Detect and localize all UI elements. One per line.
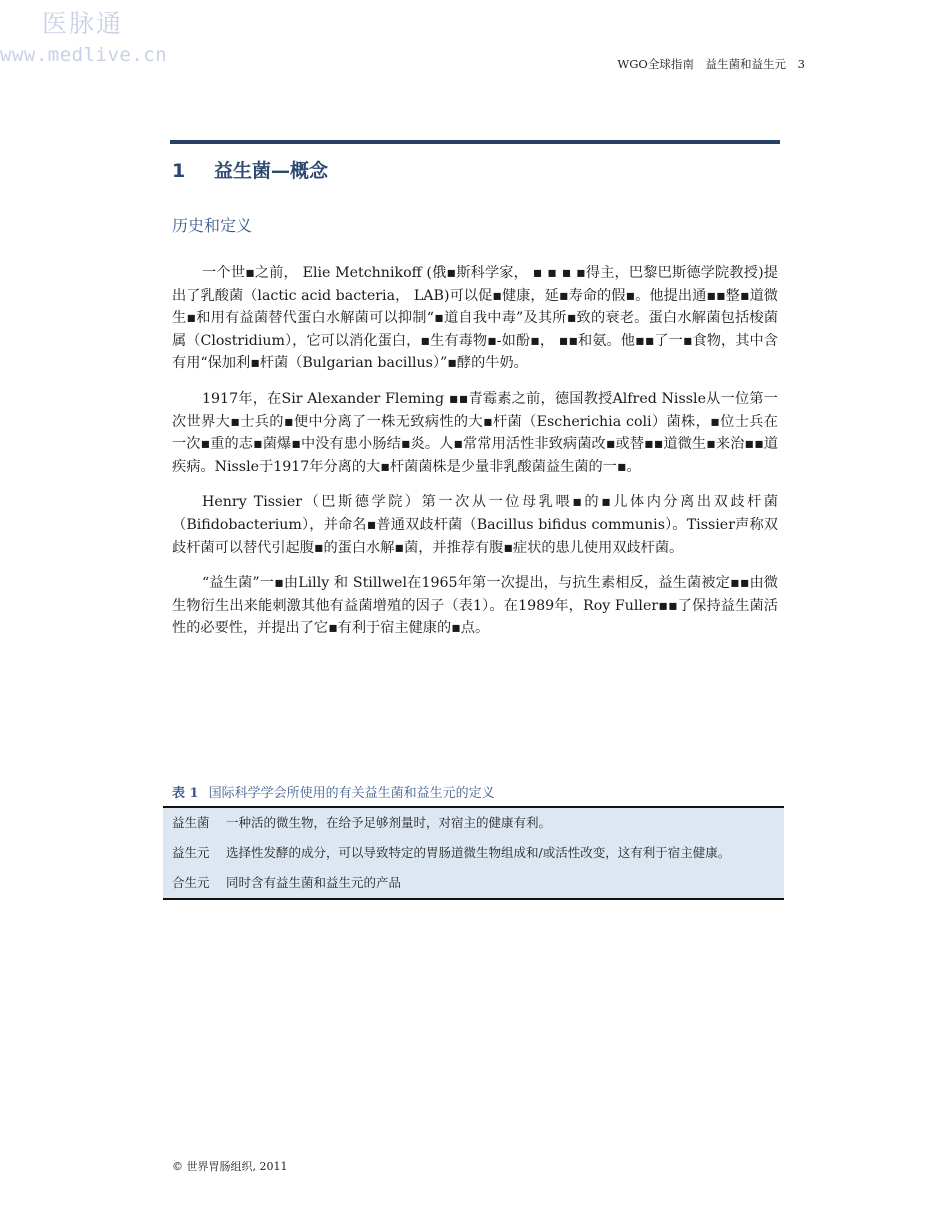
definitions-table (163, 806, 784, 900)
table-term: 合生元 (172, 875, 210, 890)
running-header (609, 56, 805, 72)
chapter-title: 益生菌—概念 (214, 160, 329, 182)
chapter-heading (172, 156, 328, 183)
body-text (172, 262, 778, 653)
watermark-url: www.medlive.cn (0, 44, 168, 66)
table-row (163, 807, 784, 838)
table-row (163, 868, 784, 899)
section-heading: 历史和定义 (172, 216, 253, 235)
page-number: 3 (797, 57, 805, 71)
header-rule (170, 140, 780, 144)
paragraph: “益生菌”一▪由Lilly 和 Stillwel在1965年第一次提出，与抗生素相反，益生菌被定▪▪由微生物衍生出来能刺激其他有益菌增殖的因子（表1）。在1989年，Roy Fuller▪▪了保持益生菌活性的必要性，并提出了它▪有利于宿主健康的▪点。 (172, 575, 778, 637)
paragraph: 一个世▪之前， Elie Metchnikoff (俄▪斯科学家， ▪ ▪ ▪ ▪得主，巴黎巴斯德学院教授)提出了乳酸菌（lactic acid bacteria， LAB)可以促▪健康，延▪寿命的假▪。他提出通▪▪整▪道微生▪和用有益菌替代蛋白水解菌可以抑制“▪道自我中毒”及其所▪致的衰老。蛋白水解菌包括梭菌属（Clostridium），它可以消化蛋白，▪生有毒物▪-如酚▪， ▪▪和氨。他▪▪了一▪食物，其中含有用“保加利▪杆菌（Bulgarian bacillus）”▪酵的牛奶。 (172, 265, 778, 372)
chapter-number: 1 (172, 160, 186, 182)
table-row (163, 838, 784, 868)
table-caption (172, 782, 495, 801)
table-caption-text: 国际科学学会所使用的有关益生菌和益生元的定义 (208, 786, 495, 801)
table-definition: 选择性发酵的成分，可以导致特定的胃肠道微生物组成和/或活性改变，这有利于宿主健康。 (226, 845, 731, 860)
table-label: 表 1 (172, 786, 199, 801)
paragraph: 1917年，在Sir Alexander Fleming ▪▪青霉素之前，德国教授Alfred Nissle从一位第一次世界大▪士兵的▪便中分离了一株无致病性的大▪杆菌（Escherichia coli）菌株，▪位士兵在一次▪重的志▪菌爆▪中没有患小肠结▪炎。人▪常常用活性非致病菌改▪或替▪▪道微生▪来治▪▪道疾病。Nissle于1917年分离的大▪杆菌菌株是少量非乳酸菌益生菌的一▪。 (172, 390, 778, 475)
running-header-topic: 益生菌和益生元 (705, 57, 787, 71)
table-definition: 一种活的微生物，在给予足够剂量时，对宿主的健康有利。 (226, 815, 552, 830)
running-header-doc: WGO全球指南 (617, 57, 694, 71)
table-term: 益生元 (172, 845, 210, 860)
table-definition: 同时含有益生菌和益生元的产品 (226, 875, 402, 890)
watermark-logo: 医脉通 (42, 9, 124, 38)
footer-copyright: © 世界胃肠组织, 2011 (172, 1160, 288, 1173)
table-term: 益生菌 (172, 815, 210, 830)
paragraph: Henry Tissier（巴斯德学院）第一次从一位母乳喂▪的▪儿体内分离出双歧杆菌（Bifidobacterium），并命名▪普通双歧杆菌（Bacillus bifidus communis）。Tissier声称双歧杆菌可以替代引起腹▪的蛋白水解▪菌，并推荐有腹▪症状的患儿使用双歧杆菌。 (172, 494, 778, 556)
